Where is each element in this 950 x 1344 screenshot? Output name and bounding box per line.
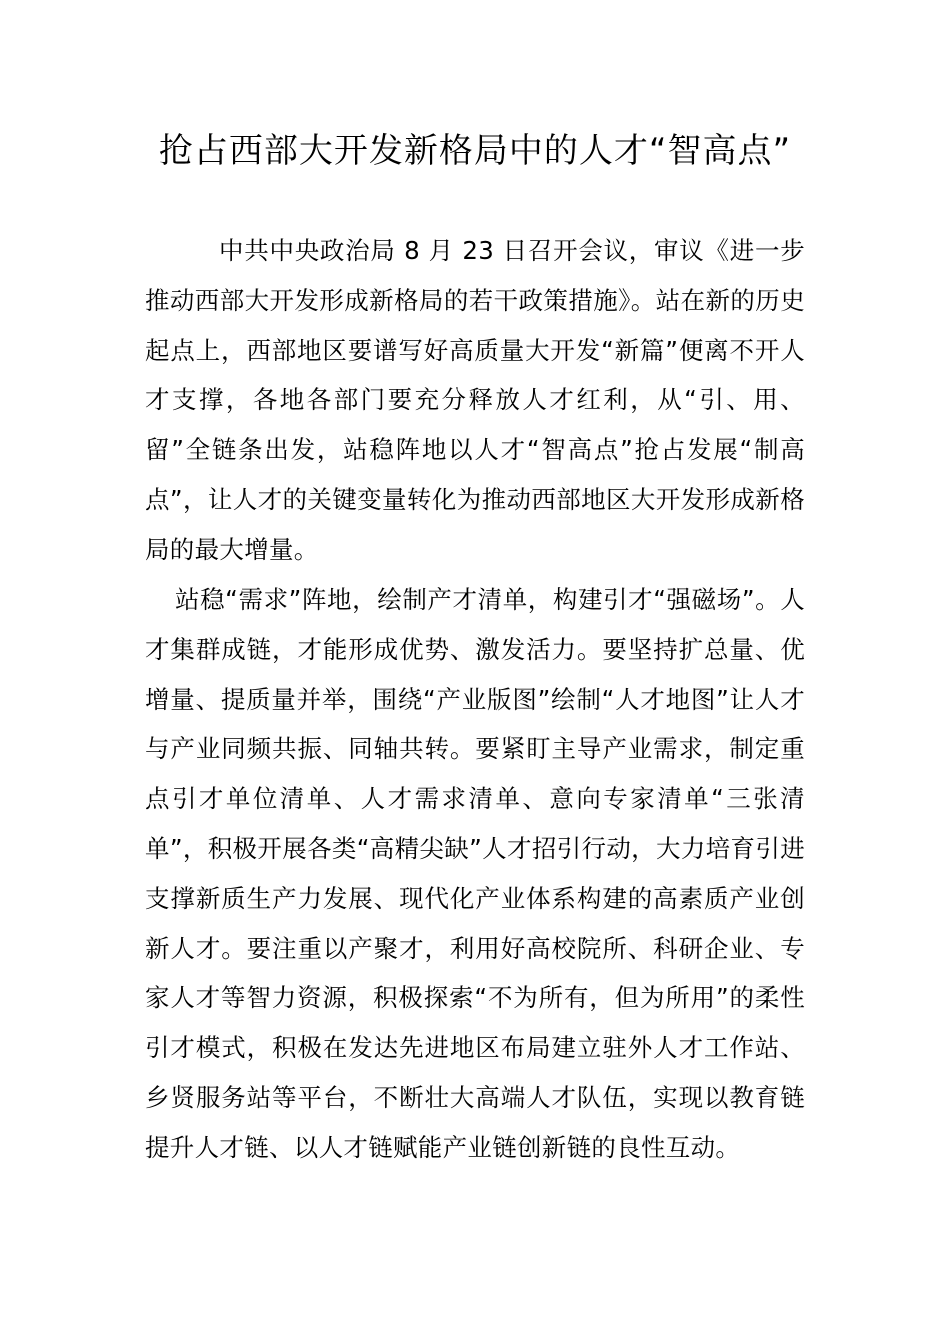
- paragraph-demand: 站稳“需求”阵地，绘制产才清单，构建引才“强磁场”。人才集群成链，才能形成优势、激发活力。要坚持扩总量、优增量、提质量并举，围绕“产业版图”绘制“人才地图”让人才与产业同频共振、同轴共转。要紧盯主导产业需求，制定重点引才单位清单、人才需求清单、意向专家清单“三张清单”，积极开展各类“高精尖缺”人才招引行动，大力培育引进支撑新质生产力发展、现代化产业体系构建的高素质产业创新人才。要注重以产聚才，利用好高校院所、科研企业、专家人才等智力资源，积极探索“不为所有，但为所用”的柔性引才模式，积极在发达先进地区布局建立驻外人才工作站、乡贤服务站等平台，不断壮大高端人才队伍，实现以教育链提升人才链、以人才链赋能产业链创新链的良性互动。: [145, 585, 805, 1162]
- paragraph-intro: 中共中央政治局 8 月 23 日召开会议，审议《进一步推动西部大开发形成新格局的若干政策措施》。站在新的历史起点上，西部地区要谱写好高质量大开发“新篇”便离不开人才支撑，各地各部门要充分释放人才红利，从“引、用、留”全链条出发，站稳阵地以人才“智高点”抢占发展“制高点”，让人才的关键变量转化为推动西部地区大开发形成新格局的最大增量。: [145, 236, 805, 564]
- document-title: 抢占西部大开发新格局中的人才“智高点”: [158, 131, 792, 171]
